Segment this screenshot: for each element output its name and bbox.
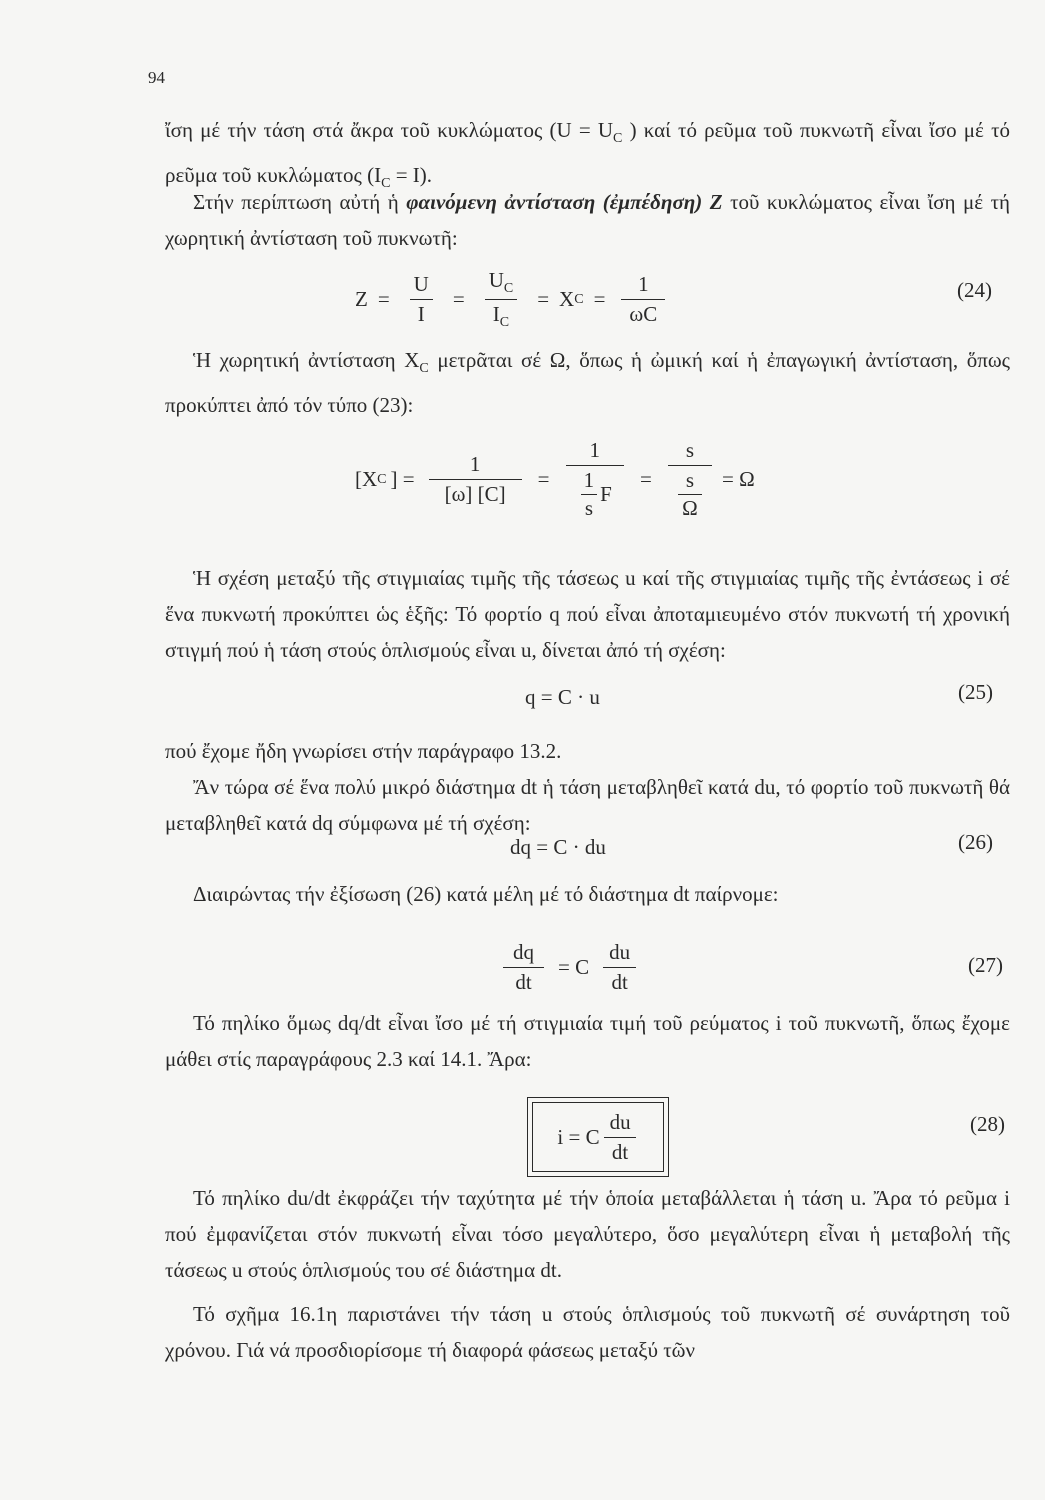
subscript: C xyxy=(499,315,510,331)
eq-symbol: X xyxy=(559,287,575,312)
eq-operator: = xyxy=(452,287,465,312)
text: τοῦ κυκλώματος εἶναι ἴση μέ τή χωρητική ἀντίσταση τοῦ πυκνωτῆ: xyxy=(165,190,1011,250)
page-number: 94 xyxy=(148,68,165,87)
equation-number: (26) xyxy=(958,830,993,854)
text: ) καί τό ρεῦμα τοῦ πυκνωτῆ εἶναι ἴσο μέ τό ρεῦμα τοῦ κυκλώματος (I xyxy=(165,118,1011,188)
numerator: s xyxy=(685,438,695,462)
equation-number: (25) xyxy=(958,680,993,704)
fraction xyxy=(501,940,546,995)
fraction xyxy=(481,268,522,331)
numerator: du xyxy=(609,940,631,964)
equation-units xyxy=(355,438,755,521)
denominator: s xyxy=(581,494,597,521)
fraction xyxy=(429,452,522,507)
paragraph-8: Τό πηλίκο ὅμως dq/dt εἶναι ἴσο μέ τή στιγμιαία τιμή τοῦ ρεύματος i τοῦ πυκνωτῆ, ὅπως ἔχομε μάθει στίς παραγράφους 2.3 καί 14.1. Ἄρα: xyxy=(165,1011,1010,1071)
denominator: dt xyxy=(604,1137,636,1165)
numerator: U xyxy=(488,268,504,292)
eq-result: = Ω xyxy=(722,467,755,491)
fraction xyxy=(602,1110,639,1165)
eq-operator: = xyxy=(537,467,550,491)
numerator: 1 xyxy=(469,452,481,476)
bold-term: φαινόμενη ἀντίσταση (ἐμπέδηση) Z xyxy=(406,190,723,214)
denominator: Ω xyxy=(678,494,702,521)
paragraph-10: Τό σχῆμα 16.1η παριστάνει τήν τάση u στούς ὁπλισμούς τοῦ πυκνωτῆ σέ συνάρτηση τοῦ χρόνου. Γιά νά προσδιορίσομε τή διαφορά φάσεως μεταξύ τῶν xyxy=(165,1302,1010,1362)
fraction xyxy=(621,272,665,327)
text: ἴση μέ τήν τάση στά ἄκρα τοῦ κυκλώματος (U = U xyxy=(165,118,614,142)
paragraph-4: Ἡ σχέση μεταξύ τῆς στιγμιαίας τιμῆς τῆς τάσεως u καί τῆς στιγμιαίας τιμῆς τῆς ἐντάσεως i σέ ἕνα πυκνωτή προκύπτει ὡς ἑξῆς: Τό φορτίο q πού εἶναι ἀποταμιευμένο στόν πυκνωτή τή χρονική στιγμή πού ἡ τάση στούς ὁπλισμούς εἶναι u, δίνεται ἀπό τή σχέση: xyxy=(165,566,1010,662)
equation-26: dq = C · du xyxy=(510,835,606,859)
numerator: s xyxy=(685,468,695,492)
denominator: [ω] [C] xyxy=(429,479,522,507)
eq-operator: = xyxy=(537,287,550,312)
equation-number: (27) xyxy=(968,953,1003,977)
fraction xyxy=(580,468,599,521)
fraction xyxy=(406,272,437,327)
eq-operator: = xyxy=(593,287,606,312)
paragraph-3 xyxy=(165,342,1010,423)
numerator: du xyxy=(609,1109,631,1134)
equation-number: (28) xyxy=(970,1112,1005,1136)
paragraph-5: πού ἔχομε ἤδη γνωρίσει στήν παράγραφο 13.2. xyxy=(165,739,562,763)
eq-symbol: [X xyxy=(355,467,378,491)
paragraph-2 xyxy=(165,184,1010,256)
denominator: dt xyxy=(503,967,543,995)
denominator: I xyxy=(492,302,500,327)
subscript: C xyxy=(503,281,514,297)
fraction xyxy=(668,438,712,521)
eq-symbol: Z xyxy=(355,287,368,312)
equation-28 xyxy=(557,1110,638,1165)
numerator: dq xyxy=(513,940,534,964)
fraction xyxy=(601,940,638,995)
numerator: 1 xyxy=(589,438,601,462)
denominator xyxy=(566,465,624,521)
paragraph-7: Διαιρώντας τήν ἐξίσωση (26) κατά μέλη μέ τό διάστημα dt παίρνομε: xyxy=(193,882,779,906)
numerator: U xyxy=(413,272,429,297)
equation-number: (24) xyxy=(957,278,992,302)
subscript: C xyxy=(377,471,387,487)
fraction xyxy=(678,468,702,521)
text: = I). xyxy=(395,163,433,188)
subscript: C xyxy=(381,176,391,192)
eq-operator: = xyxy=(640,467,652,491)
paragraph-9: Τό πηλίκο du/dt ἐκφράζει τήν ταχύτητα μέ τήν ὁποία μεταβάλλεται ἡ τάση u. Ἄρα τό ρεῦμα i πού ἐμφανίζεται στόν πυκνωτή εἶναι τόσο μεγαλύτερο, ὅσο μεγαλύτερη εἶναι ἡ μεταβολή τῆς τάσεως u στούς ὁπλισμούς του σέ διάστημα dt. xyxy=(165,1186,1010,1282)
eq-operator: ] = xyxy=(390,467,415,491)
text: Ἡ χωρητική ἀντίσταση X xyxy=(193,348,420,372)
denominator: dt xyxy=(603,967,635,995)
denominator: I xyxy=(410,299,433,327)
fraction xyxy=(566,438,625,521)
text: Στήν περίπτωση αὐτή ἡ xyxy=(193,190,407,214)
boxed-equation-28 xyxy=(527,1097,669,1177)
eq-operator: = C xyxy=(558,955,590,979)
eq-operator: = xyxy=(377,287,390,312)
subscript: C xyxy=(613,131,623,147)
equation-24 xyxy=(355,268,671,331)
unit: F xyxy=(600,482,612,506)
subscript: C xyxy=(419,361,429,377)
numerator: 1 xyxy=(583,468,595,492)
text: μετρᾶται σέ Ω, ὅπως ἡ ὠμική καί ἡ ἐπαγωγική ἀντίσταση, ὅπως προκύπτει ἀπό τόν τύπο (23): xyxy=(165,348,1010,418)
denominator xyxy=(668,465,712,521)
equation-27 xyxy=(495,940,644,995)
equation-25: q = C · u xyxy=(525,685,600,709)
numerator: 1 xyxy=(638,272,649,297)
paragraph-6: Ἄν τώρα σέ ἕνα πολύ μικρό διάστημα dt ἡ τάση μεταβληθεῖ κατά du, τό φορτίο τοῦ πυκνωτῆ θά μεταβληθεῖ κατά dq σύμφωνα μέ τή σχέση: xyxy=(165,775,1010,835)
subscript: C xyxy=(574,291,584,307)
denominator: ωC xyxy=(621,299,665,327)
eq-symbol: i = C xyxy=(557,1124,600,1149)
